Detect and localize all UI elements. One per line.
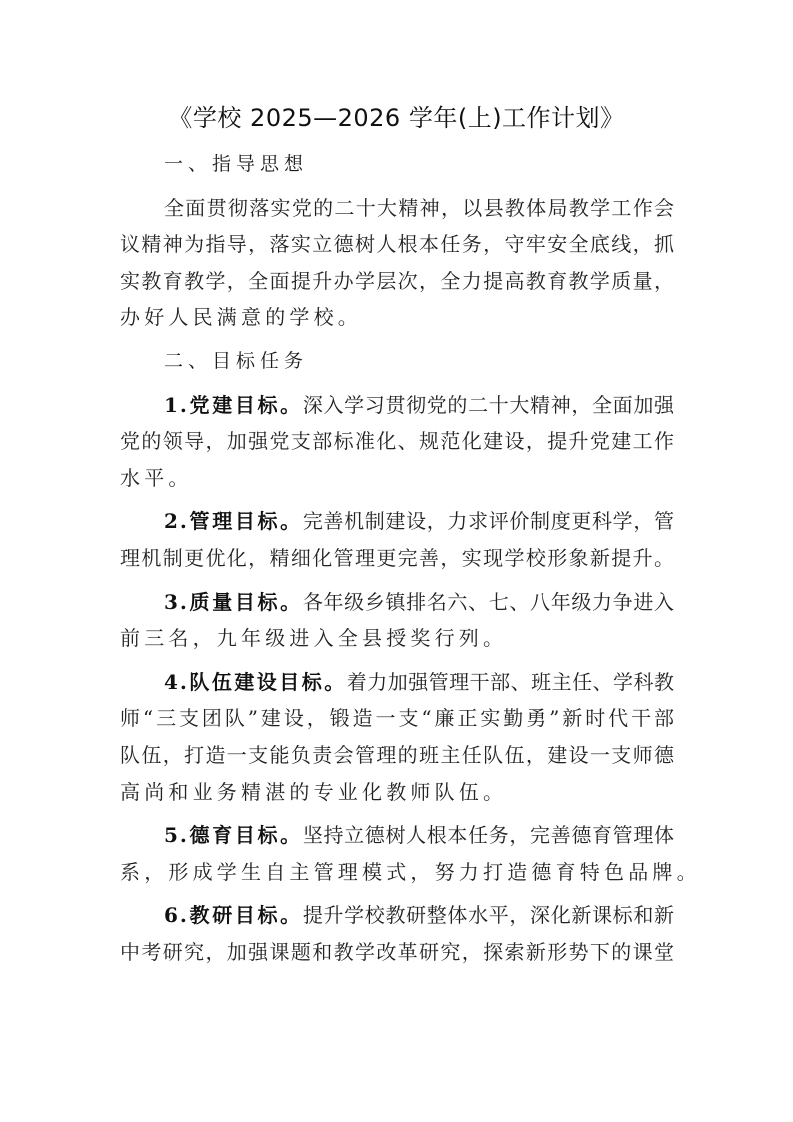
paragraph-line: 议精神为指导，落实立德树人根本任务，守牢安全底线，抓 <box>120 232 674 257</box>
section-heading-guiding-ideology: 一、指导思想 <box>164 153 309 175</box>
goal-text: 完善机制建设，力求评价制度更科学，管 <box>302 509 674 534</box>
document-body <box>120 146 701 970</box>
section-heading-goals-tasks: 二、目标任务 <box>164 349 309 372</box>
goal-lead: 4.队伍建设目标。 <box>164 669 347 694</box>
goal-lead: 2.管理目标。 <box>164 509 303 534</box>
paragraph-line: 队伍，打造一支能负责会管理的班主任队伍，建设一支师德 <box>120 742 674 767</box>
goal-item-teaching-research <box>120 897 674 970</box>
goal-text: 深入学习贯彻党的二十大精神，全面加强 <box>302 392 674 417</box>
goal-item-quality <box>120 584 674 657</box>
document-title: 《学校 2025—2026 学年(上)工作计划》 <box>168 104 625 132</box>
goal-lead: 6.教研目标。 <box>164 903 303 928</box>
goal-first-line <box>120 387 674 424</box>
goal-lead: 1.党建目标。 <box>164 392 303 417</box>
goal-first-line <box>120 897 674 934</box>
paragraph-line: 师“三支团队”建设，锻造一支“廉正实勤勇”新时代干部 <box>120 706 674 731</box>
paragraph-line: 理机制更优化，精细化管理更完善，实现学校形象新提升。 <box>120 545 674 570</box>
goal-text: 各年级乡镇排名六、七、八年级力争进入 <box>302 589 674 614</box>
goal-item-management <box>120 503 674 576</box>
paragraph-line: 实教育教学，全面提升办学层次，全力提高教育教学质量， <box>120 268 674 293</box>
goal-text: 提升学校教研整体水平，深化新课标和新 <box>302 903 674 928</box>
goal-text: 着力加强管理干部、班主任、学科教 <box>346 669 674 694</box>
goal-first-line <box>120 817 674 854</box>
goal-lead: 5.德育目标。 <box>164 823 303 848</box>
paragraph-line: 前三名，九年级进入全县授奖行列。 <box>120 626 508 651</box>
paragraph-line: 中考研究，加强课题和教学改革研究，探索新形势下的课堂 <box>120 939 674 964</box>
goal-text: 坚持立德树人根本任务，完善德育管理体 <box>302 823 674 848</box>
paragraph-line: 水平。 <box>120 465 193 490</box>
paragraph-guiding-ideology <box>120 190 674 336</box>
paragraph-line: 高尚和业务精湛的专业化教师队伍。 <box>120 779 508 804</box>
goal-first-line <box>120 664 674 701</box>
goal-first-line <box>120 503 674 540</box>
paragraph-line: 党的领导，加强党支部标准化、规范化建设，提升党建工作 <box>120 429 674 454</box>
goal-item-party-building <box>120 387 674 497</box>
goal-item-moral-education <box>120 817 701 890</box>
goal-item-team-building <box>120 664 674 810</box>
paragraph-line: 全面贯彻落实党的二十大精神，以县教体局教学工作会 <box>164 195 674 220</box>
paragraph-line: 办好人民满意的学校。 <box>120 305 362 330</box>
goal-first-line <box>120 584 674 621</box>
paragraph-line: 系，形成学生自主管理模式，努力打造德育特色品牌。 <box>120 859 701 884</box>
goal-lead: 3.质量目标。 <box>164 589 303 614</box>
